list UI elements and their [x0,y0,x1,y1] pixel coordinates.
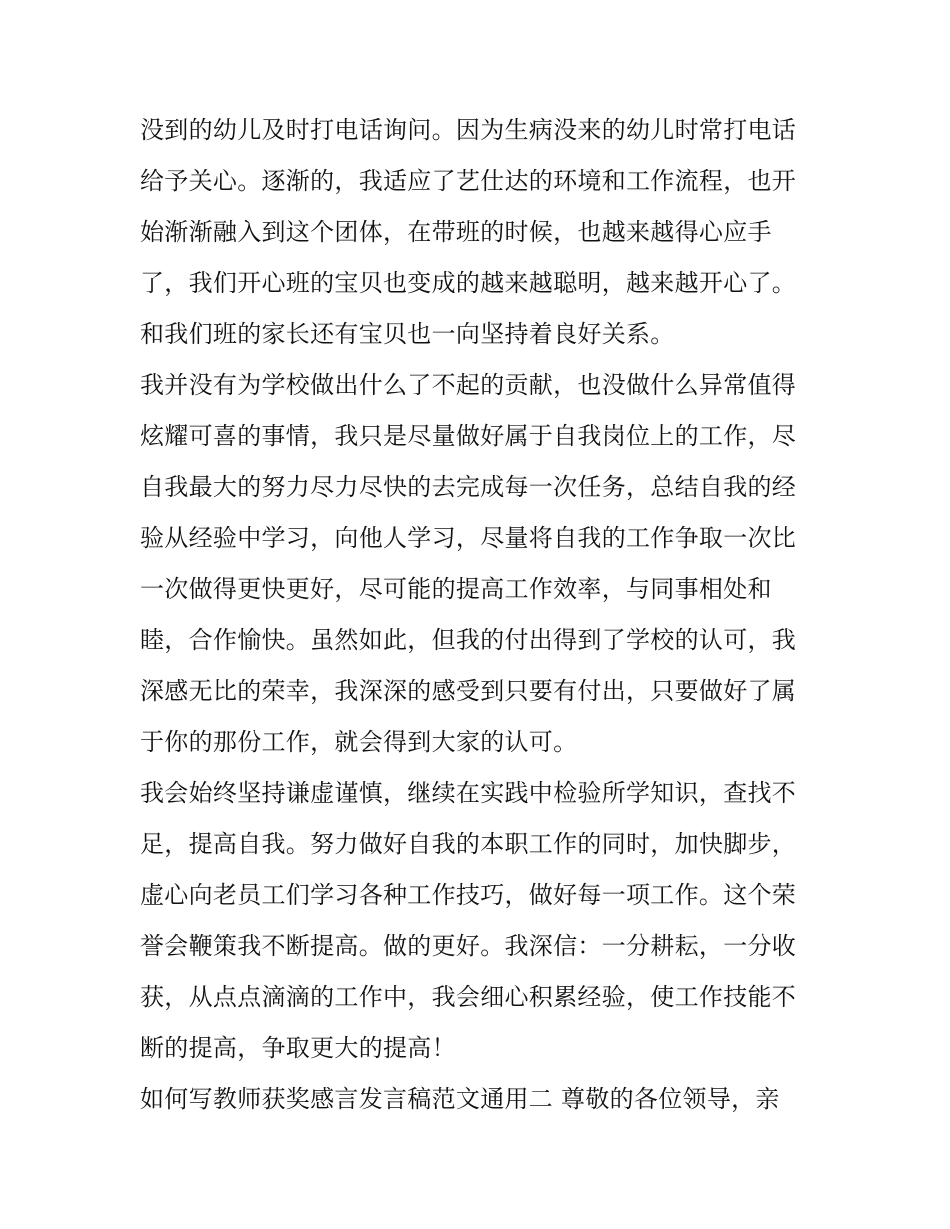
text-line: 足，提高自我。努力做好自我的本职工作的同时，加快脚步， [140,830,797,858]
text-line: 深感无比的荣幸，我深深的感受到只要有付出，只要做好了属 [140,677,797,705]
text-line: 炫耀可喜的事情，我只是尽量做好属于自我岗位上的工作，尽 [140,422,797,450]
text-line: 断的提高，争取更大的提高！ [140,1034,456,1062]
text-line: 自我最大的努力尽力尽快的去完成每一次任务，总结自我的经 [140,473,797,501]
text-line: 验从经验中学习，向他人学习，尽量将自我的工作争取一次比 [140,524,797,552]
text-line: 给予关心。逐渐的，我适应了艺仕达的环境和工作流程，也开 [140,167,797,195]
text-line: 睦，合作愉快。虽然如此，但我的付出得到了学校的认可，我 [140,626,797,654]
text-line: 虚心向老员工们学习各种工作技巧，做好每一项工作。这个荣 [140,881,797,909]
text-line: 和我们班的家长还有宝贝也一向坚持着良好关系。 [140,320,675,348]
text-line: 获，从点点滴滴的工作中，我会细心积累经验，使工作技能不 [140,983,797,1011]
text-line: 誉会鞭策我不断提高。做的更好。我深信：一分耕耘，一分收 [140,932,797,960]
text-line: 始渐渐融入到这个团体，在带班的时候，也越来越得心应手 [140,218,772,246]
text-line: 于你的那份工作，就会得到大家的认可。 [140,728,578,756]
text-line: 我会始终坚持谦虚谨慎，继续在实践中检验所学知识，查找不 [140,779,797,807]
text-line: 我并没有为学校做出什么了不起的贡献，也没做什么异常值得 [140,371,797,399]
text-line: 一次做得更快更好，尽可能的提高工作效率，与同事相处和 [140,575,772,603]
text-line: 如何写教师获奖感言发言稿范文通用二 尊敬的各位领导，亲 [140,1085,780,1113]
text-line: 没到的幼儿及时打电话询问。因为生病没来的幼儿时常打电话 [140,116,797,144]
text-line: 了，我们开心班的宝贝也变成的越来越聪明，越来越开心了。 [140,269,797,297]
